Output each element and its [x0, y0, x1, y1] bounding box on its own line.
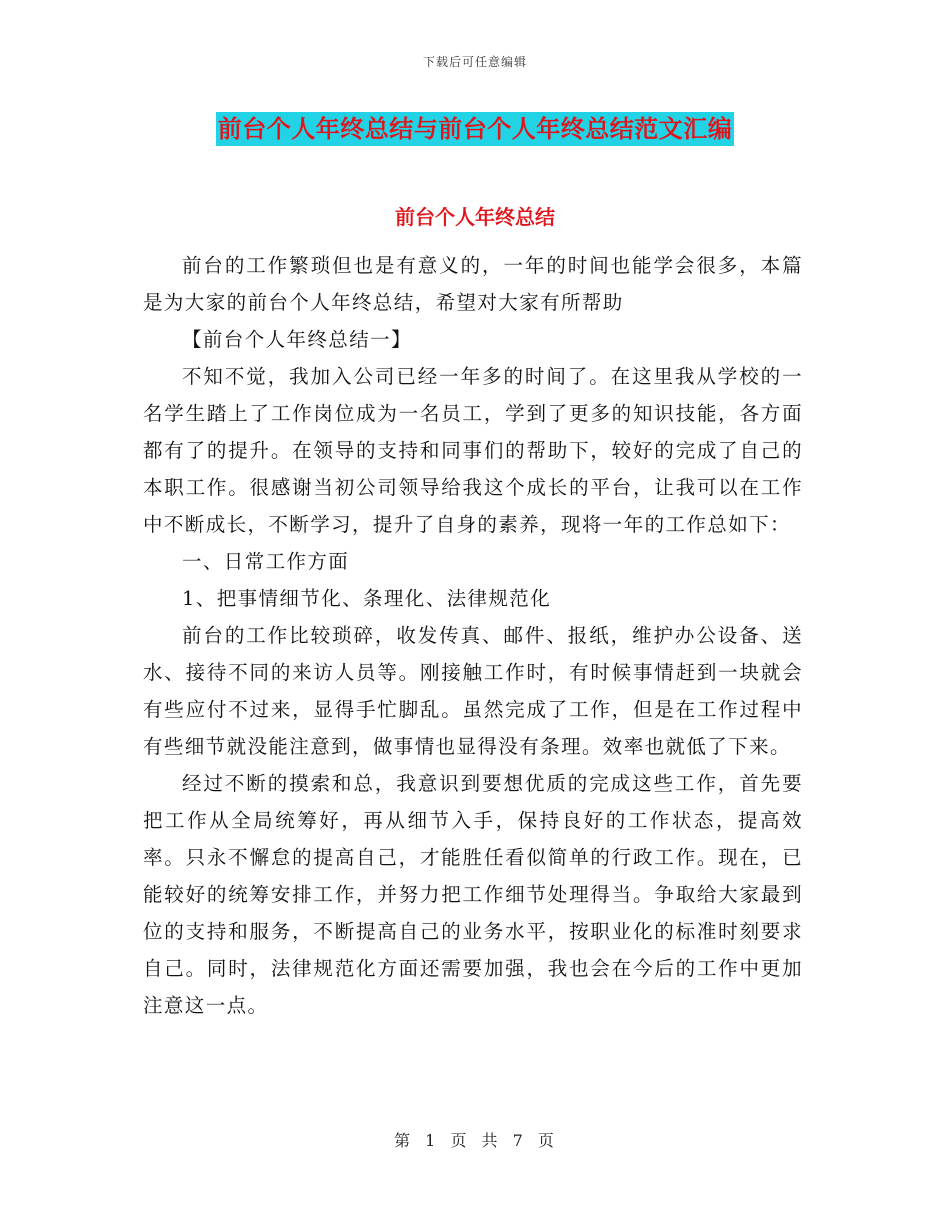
- paragraph-heading-level2: 1、把事情细节化、条理化、法律规范化: [182, 587, 552, 610]
- paragraph-subheading: 【前台个人年终总结一】: [182, 328, 412, 351]
- document-body: [143, 247, 803, 1024]
- paragraph: 不知不觉，我加入公司已经一年多的时间了。在这里我从学校的一名学生踏上了工作岗位成为一名员工，学到了更多的知识技能，各方面都有了的提升。在领导的支持和同事们的帮助下，较好的完成了自己的本职工作。很感谢当初公司领导给我这个成长的平台，让我可以在工作中不断成长，不断学习，提升了自身的素养，现将一年的工作总如下：: [143, 365, 803, 536]
- paragraph: 经过不断的摸索和总，我意识到要想优质的完成这些工作，首先要把工作从全局统筹好，再从细节入手，保持良好的工作状态，提高效率。只永不懈怠的提高自己，才能胜任看似简单的行政工作。现在，已能较好的统筹安排工作，并努力把工作细节处理得当。争取给大家最到位的支持和服务，不断提高自己的业务水平，按职业化的标准时刻要求自己。同时，法律规范化方面还需要加强，我也会在今后的工作中更加注意这一点。: [143, 772, 803, 1017]
- paragraph-intro: 前台的工作繁琐但也是有意义的，一年的时间也能学会很多，本篇是为大家的前台个人年终总结，希望对大家有所帮助: [143, 254, 803, 314]
- document-title: 前台个人年终总结与前台个人年终总结范文汇编: [216, 112, 735, 146]
- section-title: 前台个人年终总结: [395, 205, 555, 229]
- paragraph-heading-level1: 一、日常工作方面: [182, 550, 350, 573]
- document-title-container: [0, 112, 950, 146]
- paragraph: 前台的工作比较琐碎，收发传真、邮件、报纸，维护办公设备、送水、接待不同的来访人员等。刚接触工作时，有时候事情赶到一块就会有些应付不过来，显得手忙脚乱。虽然完成了工作，但是在工作过程中有些细节就没能注意到，做事情也显得没有条理。效率也就低了下来。: [143, 624, 803, 758]
- header-note: 下载后可任意编辑: [422, 55, 527, 69]
- page-footer: 第 1 页 共 7 页: [394, 1131, 556, 1150]
